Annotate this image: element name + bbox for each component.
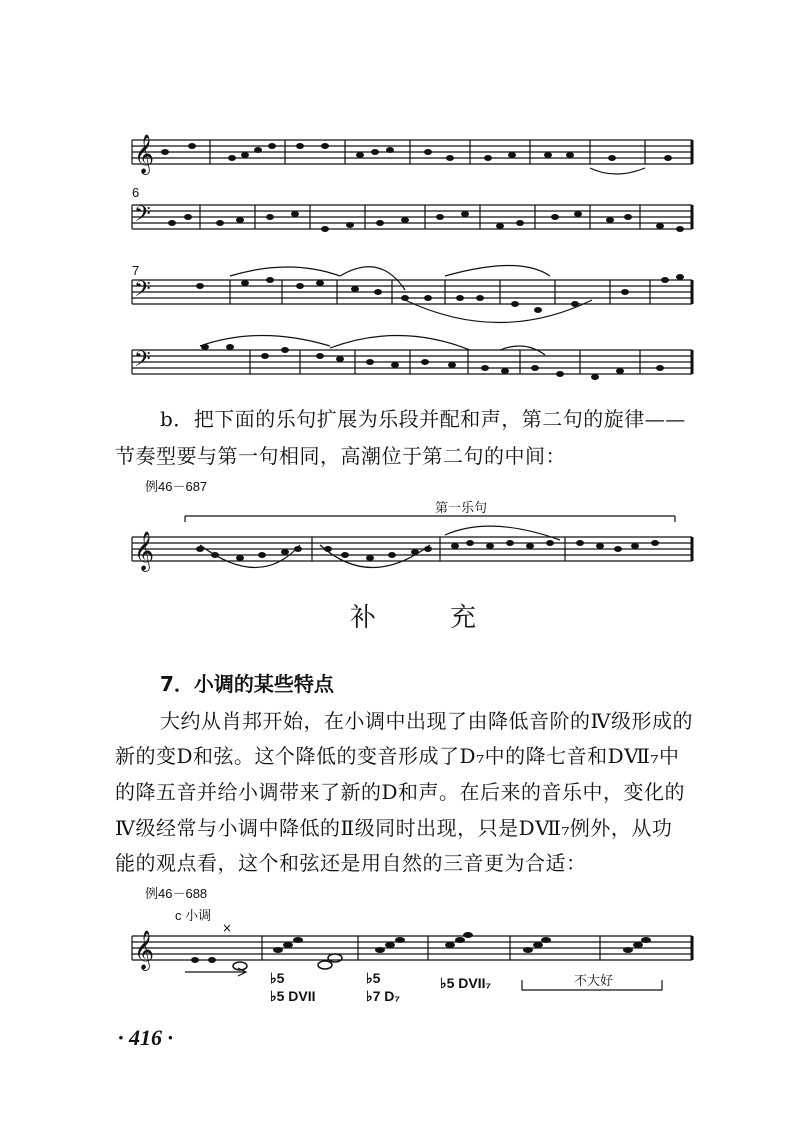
chord-label-5: ♭5 DVII₇ [440,975,492,991]
staff-4 [132,335,692,374]
paragraph-2-line-1: 大约从肖邦开始，在小调中出现了由降低音阶的Ⅳ级形成的 [160,709,693,733]
svg-text:𝄢: 𝄢 [134,277,151,307]
supplement-char-2: 充 [450,603,477,633]
chord-label-1: ♭5 [270,970,285,986]
svg-text:×: × [222,921,233,935]
bass-clef-icon: 𝄢 [134,202,151,232]
line-number-6: 6 [132,185,140,200]
treble-clef-icon: 𝄞 [134,134,155,174]
paragraph-1-line-1: b．把下面的乐句扩展为乐段并配和声，第二句的旋律—— [160,407,686,431]
example-688-label: 例46－688 [145,886,208,901]
staff-3 [132,266,692,323]
paragraph-2-line-5: 能的观点看，这个和弦还是用自然的三音更为合适： [115,851,587,875]
page-number: · 416 · [118,1025,173,1050]
paragraph-1-line-2: 节奏型要与第一句相同，高潮位于第二句的中间： [115,444,566,468]
svg-text:𝄞: 𝄞 [134,531,155,571]
chord-label-3: ♭5 [366,970,381,986]
line-number-7: 7 [132,263,140,278]
paragraph-2-line-2: 新的变D和弦。这个降低的变音形成了D₇中的降七音和DⅦ₇中 [115,744,680,768]
chord-label-2: ♭5 DVII [270,988,316,1004]
supplement-char-1: 补 [350,603,377,633]
paragraph-2-line-4: Ⅳ级经常与小调中降低的Ⅱ级同时出现，只是DⅦ₇例外，从功 [115,816,673,840]
chord-label-4: ♭7 D₇ [366,988,400,1004]
svg-text:𝄞: 𝄞 [134,930,155,970]
key-label: c 小调 [175,908,212,923]
section-heading: 7．小调的某些特点 [160,672,334,696]
staff-1 [132,140,692,174]
svg-text:𝄢: 𝄢 [134,347,151,377]
paragraph-2-line-3: 的降五音并给小调带来了新的D和声。在后来的音乐中，变化的 [115,780,686,804]
staff-2 [132,205,692,229]
example-687-staff [132,516,692,568]
bracket-label: 不大好 [574,973,614,988]
example-687-label: 例46－687 [145,479,208,494]
phrase-label: 第一乐句 [435,500,488,515]
